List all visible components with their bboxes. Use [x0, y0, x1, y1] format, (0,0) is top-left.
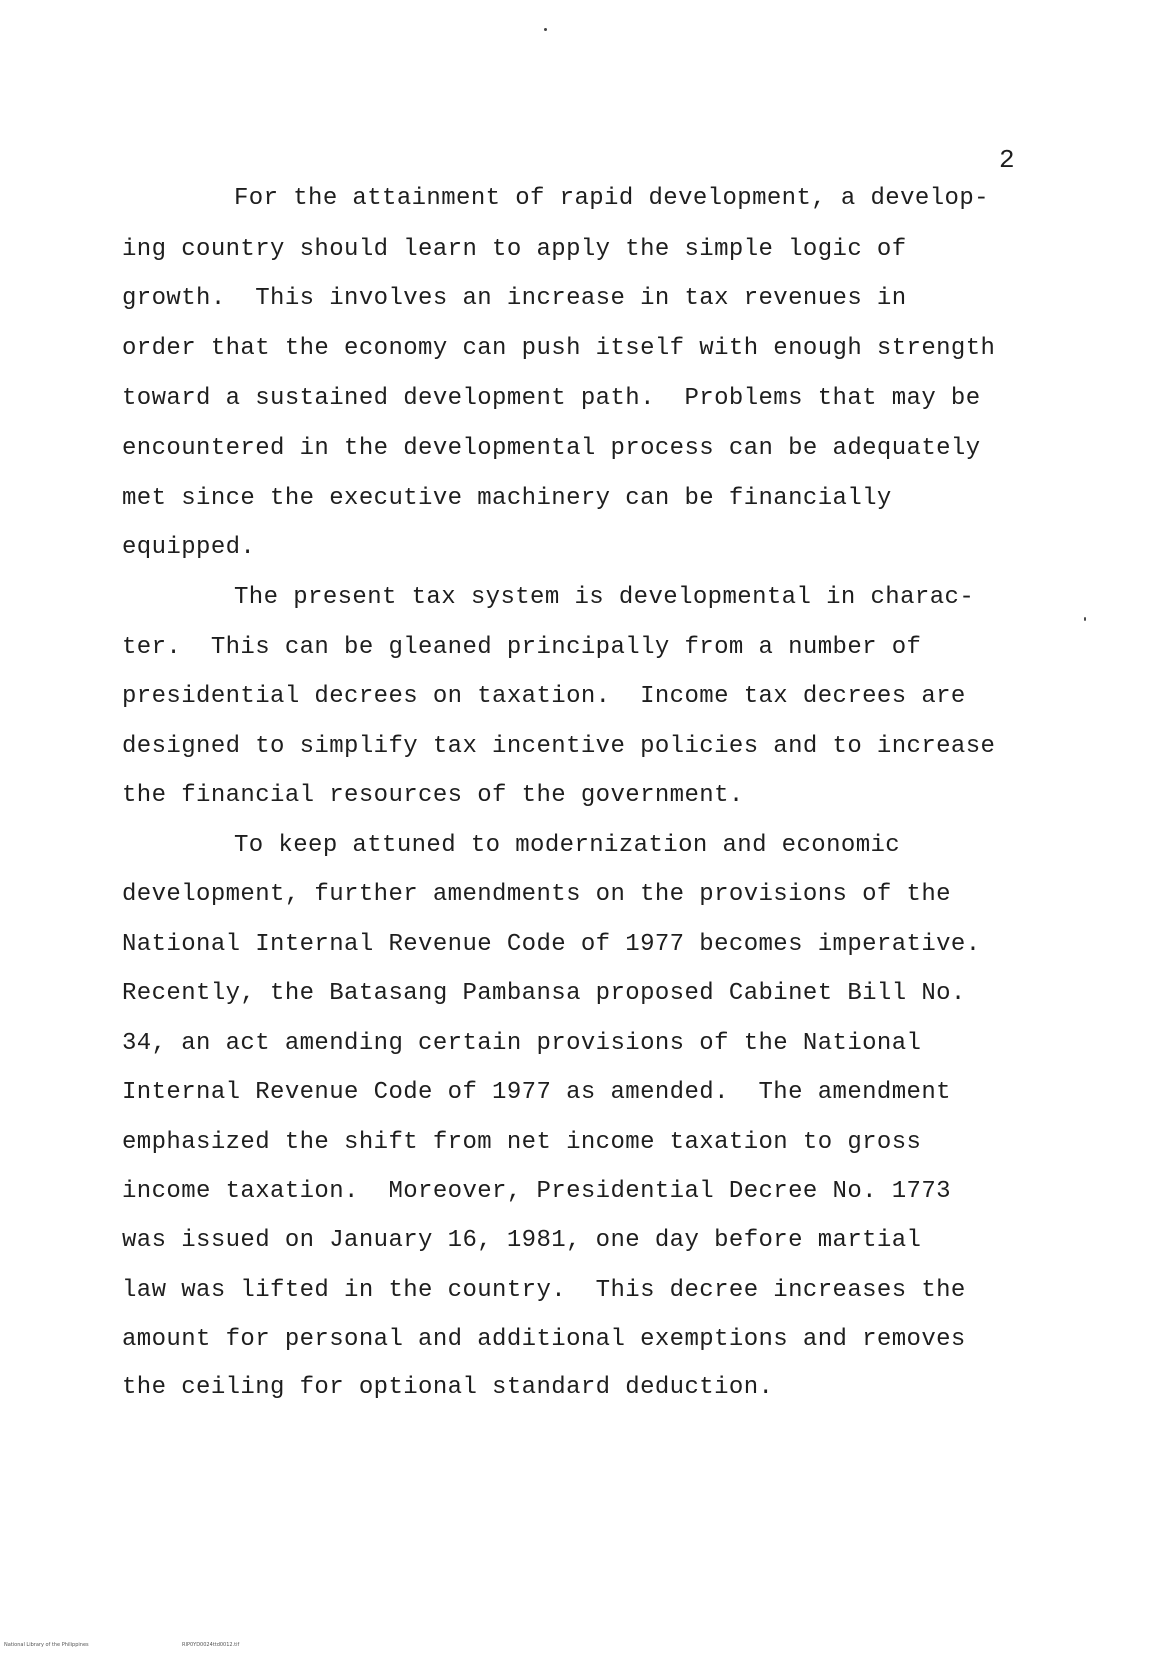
text-line: ter. This can be gleaned principally from a number of	[122, 634, 922, 661]
footer-file: RIP0YD0024ttd0012.tif	[182, 1642, 240, 1648]
text-line: Internal Revenue Code of 1977 as amended. The amendment	[122, 1079, 951, 1106]
text-line: The present tax system is developmental in charac-	[234, 584, 975, 611]
text-line: designed to simplify tax incentive policies and to increase	[122, 733, 996, 760]
text-line: presidential decrees on taxation. Income tax decrees are	[122, 683, 966, 710]
text-line: To keep attuned to modernization and economic	[234, 832, 901, 859]
text-line: order that the economy can push itself with enough strength	[122, 335, 996, 362]
text-line: met since the executive machinery can be financially	[122, 485, 892, 512]
text-line: Recently, the Batasang Pambansa proposed Cabinet Bill No.	[122, 980, 966, 1007]
text-line: For the attainment of rapid development, a develop-	[234, 185, 989, 212]
text-line: the financial resources of the government.	[122, 782, 744, 809]
text-line: amount for personal and additional exemptions and removes	[122, 1326, 966, 1353]
text-line: growth. This involves an increase in tax revenues in	[122, 285, 907, 312]
text-line: the ceiling for optional standard deduction.	[122, 1374, 774, 1401]
text-line: development, further amendments on the provisions of the	[122, 881, 951, 908]
text-line: 34, an act amending certain provisions of the National	[122, 1030, 922, 1057]
text-line: ing country should learn to apply the simple logic of	[122, 236, 907, 263]
footer-library: National Library of the Philippines	[4, 1642, 89, 1648]
text-line: income taxation. Moreover, Presidential Decree No. 1773	[122, 1178, 951, 1205]
text-line: was issued on January 16, 1981, one day before martial	[122, 1227, 922, 1254]
scan-speck	[544, 28, 547, 31]
scan-speck	[1084, 617, 1086, 621]
text-line: toward a sustained development path. Problems that may be	[122, 385, 981, 412]
text-line: National Internal Revenue Code of 1977 becomes imperative.	[122, 931, 981, 958]
text-line: encountered in the developmental process can be adequately	[122, 435, 981, 462]
text-line: equipped.	[122, 534, 256, 561]
text-line: emphasized the shift from net income taxation to gross	[122, 1129, 922, 1156]
page-number: 2	[999, 145, 1015, 175]
text-line: law was lifted in the country. This decree increases the	[122, 1277, 966, 1304]
